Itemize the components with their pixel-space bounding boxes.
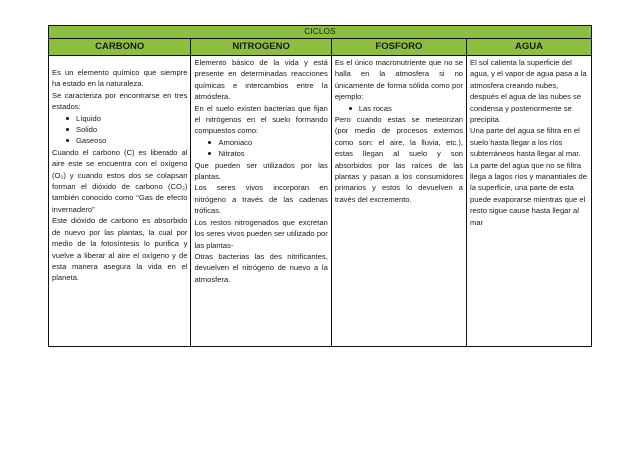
table-title-row (49, 26, 592, 39)
table-body-row (49, 56, 592, 347)
table-title: CICLOS (49, 26, 592, 39)
cell-fosforo (331, 56, 466, 347)
fosforo-examples-list (335, 103, 463, 114)
header-fosforo: FOSFORO (331, 39, 466, 56)
carbono-states-list (52, 113, 187, 147)
cell-carbono (49, 56, 191, 347)
nitrogeno-paragraph: Elemento básico de la vida y está presente en determinadas reacciones químicas e intercambios entre la atmósfera. (194, 58, 328, 102)
nitrogeno-paragraph: Que pueden ser utilizados por las plantas. (194, 160, 328, 182)
list-item: Gaseoso (76, 135, 187, 146)
list-item: Las rocas (359, 103, 463, 114)
header-nitrogeno: NITROGENO (191, 39, 331, 56)
cell-agua (467, 56, 592, 347)
agua-paragraph: El sol calienta la superficie del agua, y el vapor de agua pasa a la atmosfera creando nubes, después el agua de las nubes se condensa y posteriormente se precipita. (470, 58, 587, 125)
carbono-paragraph: Se caracteriza por encontrarse en tres estados: (52, 90, 188, 112)
agua-paragraph: Una parte del agua se filtra en el suelo hasta llegar a los ríos subterráneos hasta llegar al mar. (470, 126, 581, 159)
nitrogeno-paragraph: Los restos nitrogenados que excretan los seres vivos pueden ser utilizado por las plantas- (194, 217, 328, 250)
fosforo-paragraph: Es el único macronutriente que no se halla en la atmosfera si no únicamente de forma sólida como por ejemplo: (334, 58, 464, 102)
list-item: Amoniaco (218, 137, 327, 148)
carbono-paragraph: Es un elemento químico que siempre ha estado en la naturaleza. (52, 68, 188, 89)
table-header-row (49, 39, 592, 56)
nitrogeno-paragraph: Otras bacterias las des nitrificantes, devuelven el nitrógeno de nuevo a la atmosfera. (194, 251, 328, 284)
carbono-paragraph: Este dióxido de carbono es absorbido de nuevo por las plantas, la cual por medio de la fotosíntesis lo purifica y vuelve a liberar al aire el oxígeno y de esta manera asegura la vida en el planeta. (52, 216, 188, 283)
ciclos-table (48, 25, 592, 347)
header-carbono: CARBONO (49, 39, 191, 56)
header-agua: AGUA (467, 39, 592, 56)
agua-paragraph: La parte del agua que no se filtra llega a lagos ríos y manantiales de la superficie, una parte de esta puede evaporarse mientras que el resto sigue cause hasta llegar al mar (470, 160, 587, 227)
carbono-paragraph: Cuando el carbono (C) es liberado al aire este se encuentra con el oxígeno (O₂) y cuando estos dos se colapsan forman el dióxido de carbono (CO₂) también conocido como “Gas de efecto invernadero” (52, 147, 188, 214)
list-item: Nitratos (218, 148, 327, 159)
list-item: Líquido (76, 113, 187, 124)
fosforo-paragraph: Pero cuando estas se meteorizan (por medio de procesos externos como son: el aire, la lluvia, etc.), estas llegan al suelo y son absorbidos por las raíces de las plantas y pasan a los consumidores primarios y estos lo devuelven a través del excremento. (334, 115, 464, 204)
nitrogeno-paragraph: En el suelo existen bacterias que fijan el nitrógenos en el suelo formando compuestos como: (194, 103, 328, 136)
nitrogeno-paragraph: Los seres vivos incorporan en nitrógeno a través de las cadenas tróficas. (194, 183, 328, 216)
nitrogeno-compounds-list (194, 137, 327, 160)
cell-nitrogeno (191, 56, 331, 347)
list-item: Solido (76, 124, 187, 135)
document-page (48, 25, 592, 347)
